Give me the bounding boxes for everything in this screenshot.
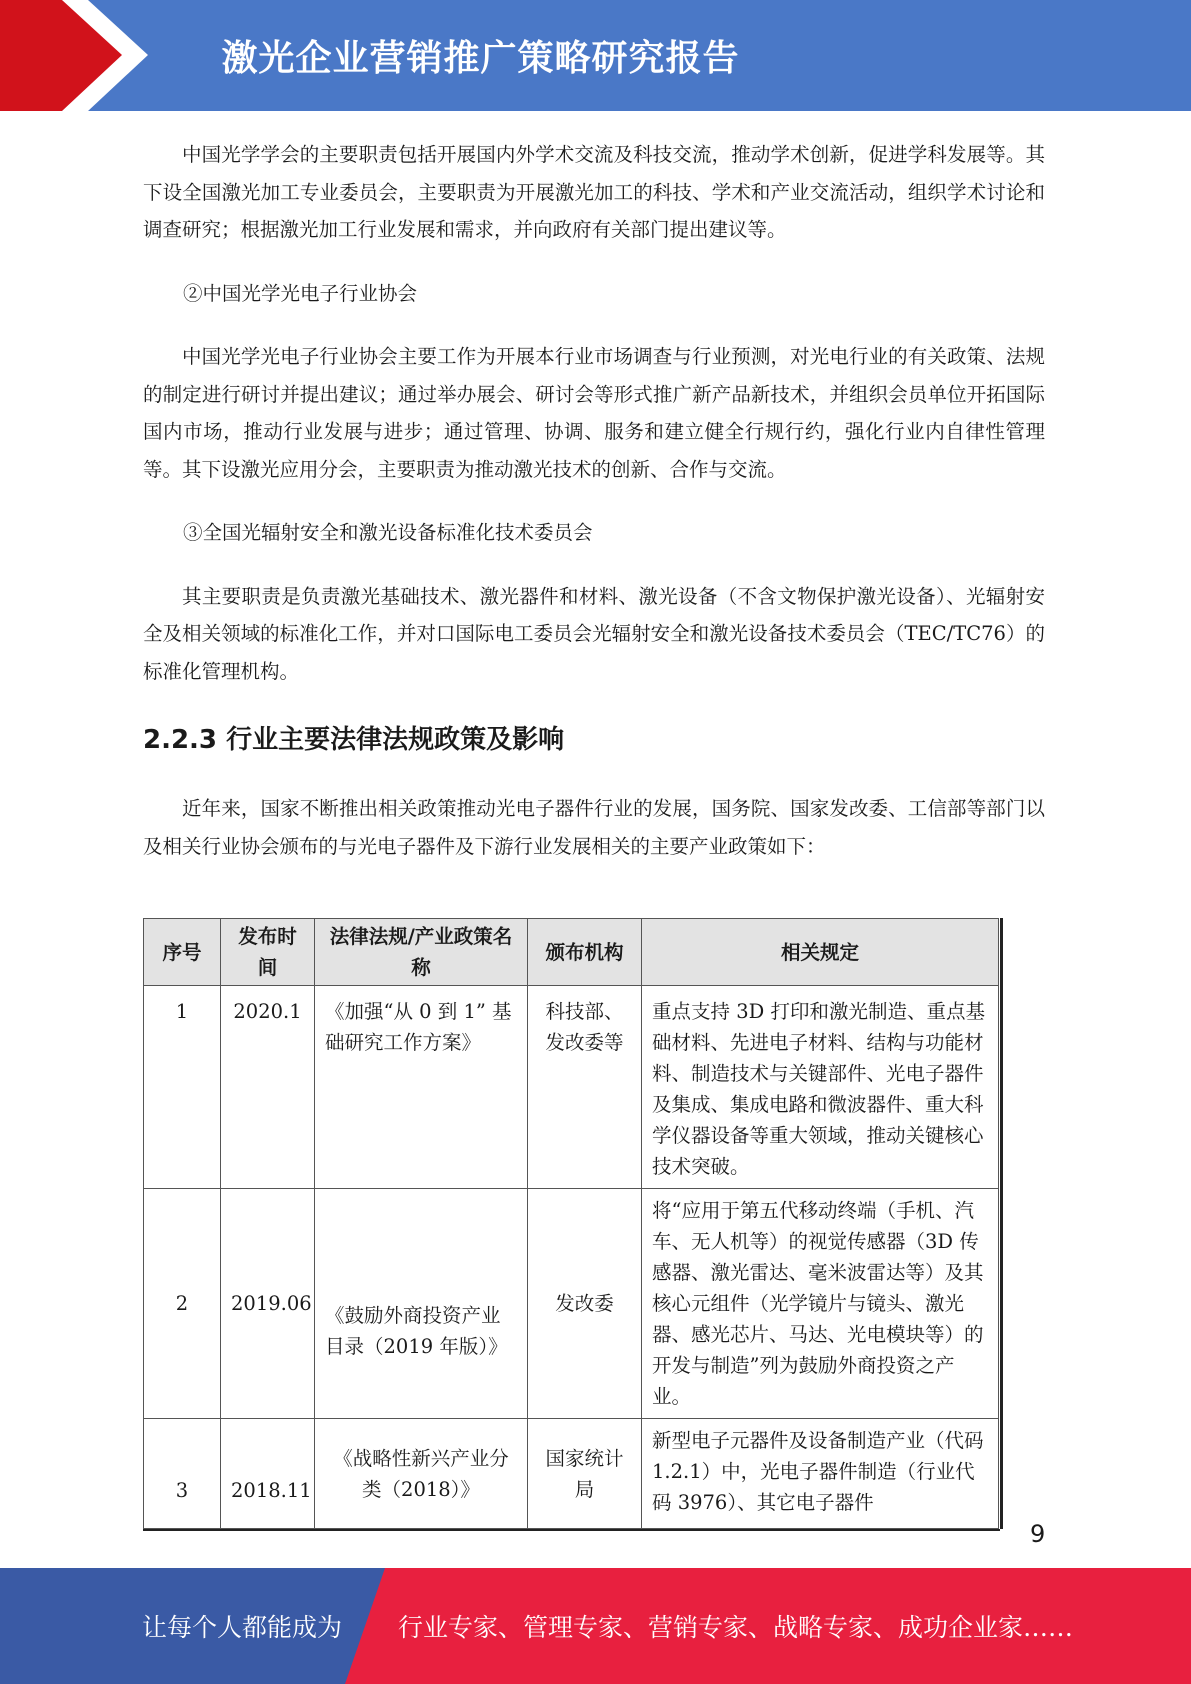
cell-rule: 将“应用于第五代移动终端（手机、汽车、无人机等）的视觉传感器（3D 传感器、激光雷达、毫米波雷达等）及其核心元组件（光学镜片与镜头、激光器、感光芯片、马达、光电模块等）的开发与制造”列为鼓励外商投资之产业。 [642,1189,999,1419]
cell-date: 2020.1 [221,986,315,1189]
cell-name: 《加强“从 0 到 1” 基础研究工作方案》 [315,986,528,1189]
cell-date: 2018.11 [221,1419,315,1529]
column-header-rule: 相关规定 [642,919,999,986]
page-header [0,0,1191,111]
subheading-coema: ②中国光学光电子行业协会 [183,281,418,305]
paragraph-standard-committee: 其主要职责是负责激光基础技术、激光器件和材料、激光设备（不含文物保护激光设备）、光辐射安全及相关领域的标准化工作，并对口国际电工委员会光辐射安全和激光设备技术委员会（TEC/TC76）的标准化管理机构。 [143,584,1045,683]
cell-rule: 重点支持 3D 打印和激光制造、重点基础材料、先进电子材料、结构与功能材料、制造技术与关键部件、光电子器件及集成、集成电路和微波器件、重大科学仪器设备等重大领域，推动关键核心技术突破。 [642,986,999,1189]
cell-no: 2 [144,1189,221,1419]
table-row [144,1189,999,1419]
column-header-name: 法律法规/产业政策名称 [315,919,528,986]
paragraph-optical-society: 中国光学学会的主要职责包括开展国内外学术交流及科技交流，推动学术创新，促进学科发展等。其下设全国激光加工专业委员会，主要职责为开展激光加工的科技、学术和产业交流活动，组织学术讨论和调查研究；根据激光加工行业发展和需求，并向政府有关部门提出建议等。 [143,143,1045,241]
cell-name: 《战略性新兴产业分类（2018）》 [315,1419,528,1529]
cell-no: 1 [144,986,221,1189]
report-title: 激光企业营销推广策略研究报告 [221,38,740,79]
cell-rule: 新型电子元器件及设备制造产业（代码 1.2.1）中，光电子器件制造（行业代码 3976）、其它电子器件 [642,1419,999,1529]
page-footer [0,1568,1191,1684]
subheading-standard-committee: ③全国光辐射安全和激光设备标准化技术委员会 [183,521,593,544]
table-header-row [144,919,999,986]
paragraph-coema: 中国光学光电子行业协会主要工作为开展本行业市场调查与行业预测，对光电行业的有关政策、法规的制定进行研讨并提出建议；通过举办展会、研讨会等形式推广新产品新技术，并组织会员单位开拓国际国内市场，推动行业发展与进步；通过管理、协调、服务和建立健全行规行约，强化行业内自律性管理等。其下设激光应用分会，主要职责为推动激光技术的创新、合作与交流。 [143,345,1045,481]
table-row [144,986,999,1189]
report-body [143,136,1045,865]
section-heading: 2.2.3 行业主要法律法规政策及影响 [143,725,565,755]
footer-slogan-left: 让每个人都能成为 [142,1613,343,1642]
table-row [144,1419,999,1529]
column-header-date: 发布时间 [221,919,315,986]
policy-table [143,918,999,1529]
column-header-no: 序号 [144,919,221,986]
page-number: 9 [1030,1520,1046,1548]
cell-org: 国家统计局 [528,1419,642,1529]
paragraph-policy-intro: 近年来，国家不断推出相关政策推动光电子器件行业的发展，国务院、国家发改委、工信部等部门以及相关行业协会颁布的与光电子器件及下游行业发展相关的主要产业政策如下： [143,797,1045,858]
cell-org: 发改委 [528,1189,642,1419]
column-header-org: 颁布机构 [528,919,642,986]
policy-table-wrapper [143,918,1000,1529]
cell-date: 2019.06 [221,1189,315,1419]
cell-org: 科技部、发改委等 [528,986,642,1189]
cell-name: 《鼓励外商投资产业目录（2019 年版）》 [315,1189,528,1419]
cell-no: 3 [144,1419,221,1529]
footer-slogan-right: 行业专家、管理专家、营销专家、战略专家、成功企业家…… [398,1613,1074,1642]
